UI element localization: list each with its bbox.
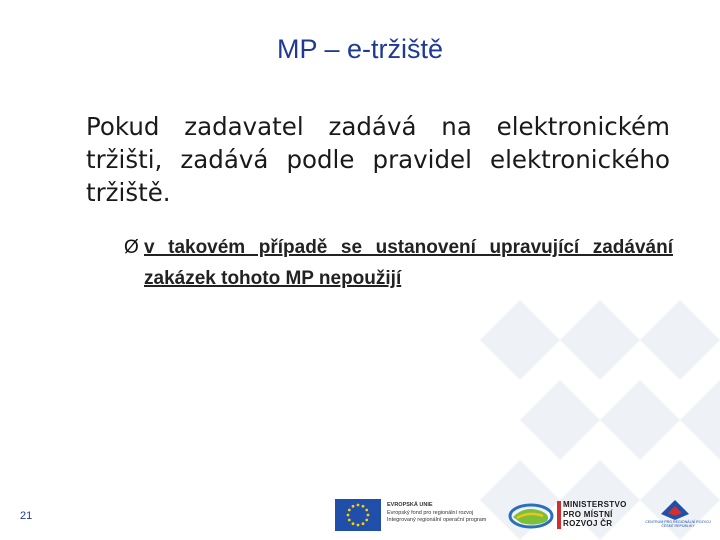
bullet-arrow-icon: Ø xyxy=(124,237,139,258)
crr-caption-line2: ČESKÉ REPUBLIKY xyxy=(661,524,695,529)
page-number: 21 xyxy=(20,510,33,522)
eu-caption-line3: Integrovaný regionální operační program xyxy=(387,517,487,523)
mmr-caption-line3: ROZVOJ ČR xyxy=(563,519,613,528)
irop-logo-icon xyxy=(507,501,555,531)
eu-caption-line1: EVROPSKÁ UNIE xyxy=(387,502,433,508)
slide-title: MP – e-tržiště xyxy=(276,34,444,64)
mmr-caption-line2: PRO MÍSTNÍ xyxy=(563,509,613,519)
crr-caption-line1: CENTRUM PRO REGIONÁLNÍ ROZVOJ xyxy=(645,520,711,524)
sub-bullet xyxy=(124,232,673,294)
mmr-caption-line1: MINISTERSTVO xyxy=(563,500,627,509)
eu-caption xyxy=(387,502,503,525)
eu-flag-icon xyxy=(335,499,381,531)
crr-logo-icon xyxy=(635,498,715,538)
body-paragraph: Pokud zadavatel zadává na elektronickém tržišti, zadává podle pravidel elektronického tržiště. xyxy=(86,112,670,207)
sub-bullet-text: v takovém případě se ustanovení upravující zadávání zakázek tohoto MP nepoužijí xyxy=(144,237,673,289)
eu-caption-line2: Evropský fond pro regionální rozvoj xyxy=(387,509,474,516)
mmr-caption xyxy=(563,500,633,529)
footer-logos xyxy=(335,494,715,536)
crr-caption xyxy=(641,520,715,529)
